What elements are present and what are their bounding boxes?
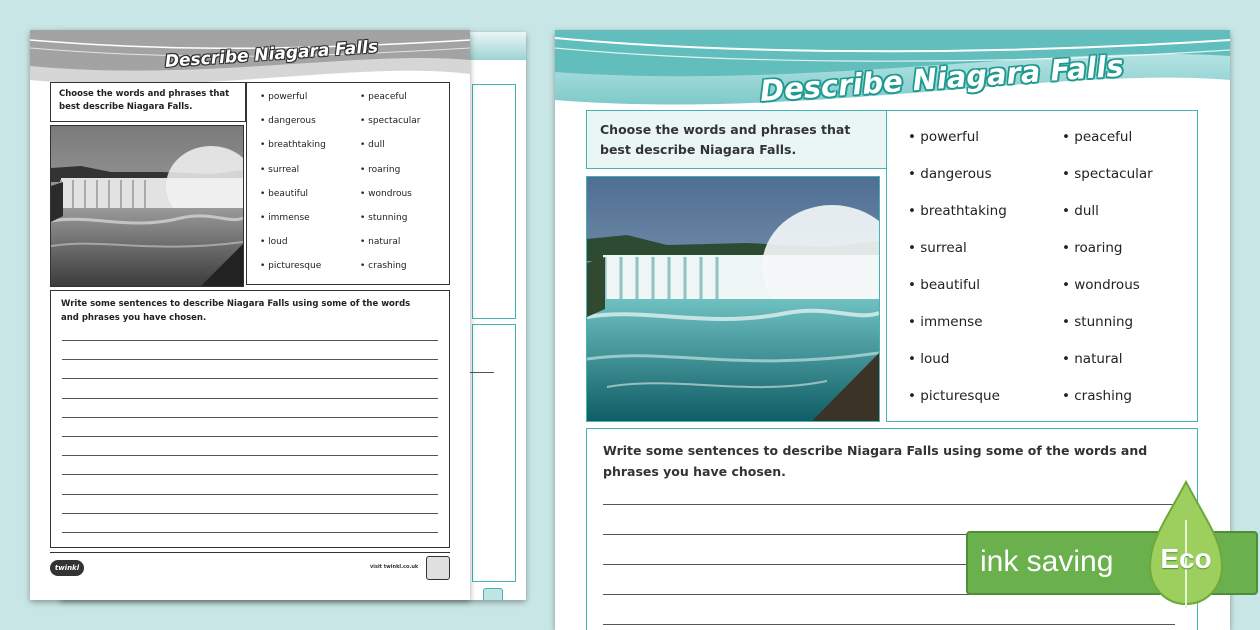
colour-write-box [586, 428, 1198, 630]
word-bank-item: • wondrous [1062, 277, 1140, 293]
word-bank-item: • wondrous [360, 188, 412, 199]
writing-line [603, 504, 1175, 505]
word-bank-item: • dull [1062, 203, 1099, 219]
greyscale-brand-text: twinkl [54, 564, 80, 572]
word-bank-item: • dull [360, 140, 385, 151]
word-bank-item: • natural [1062, 351, 1123, 367]
word-bank-item: • loud [260, 237, 288, 248]
word-bank-item: • powerful [260, 92, 308, 102]
word-bank-item: • breathtaking [260, 140, 326, 151]
back-sheet-logo [483, 588, 503, 600]
colour-waterfall-photo [586, 176, 880, 422]
word-bank-item: • beautiful [260, 188, 309, 199]
word-bank-item: • beautiful [908, 277, 981, 293]
writing-line [62, 378, 438, 379]
greyscale-footer-line [50, 552, 450, 553]
word-bank-item: • natural [360, 237, 401, 248]
word-bank-item: • immense [908, 314, 983, 330]
writing-line [62, 532, 438, 533]
back-sheet-line [470, 372, 494, 373]
greyscale-choose-box [50, 82, 246, 122]
colour-word-bank [886, 110, 1198, 422]
word-bank-item: • dangerous [260, 116, 316, 127]
writing-line [62, 398, 438, 399]
writing-line [62, 513, 438, 514]
back-sheet-box-1 [472, 84, 516, 319]
word-bank-item: • spectacular [360, 116, 421, 127]
word-bank-item: • stunning [1062, 314, 1134, 330]
word-bank-item: • dangerous [908, 166, 992, 182]
word-bank-item: • immense [260, 213, 310, 223]
word-bank-item: • peaceful [1062, 129, 1133, 145]
greyscale-twinkl-logo [50, 560, 84, 576]
word-bank-item: • crashing [360, 261, 407, 272]
word-bank-item: • loud [908, 351, 950, 367]
word-bank-item: • crashing [1062, 388, 1132, 404]
colour-write-prompt: Write some sentences to describe Niagara Falls using some of the words and phrases you have chosen. [603, 443, 1148, 479]
word-bank-item: • spectacular [1062, 166, 1153, 182]
colour-title: Describe Niagara Falls [758, 48, 1125, 108]
greyscale-choose-prompt: Choose the words and phrases that best describe Niagara Falls. [59, 89, 230, 112]
writing-line [62, 494, 438, 495]
greyscale-word-bank [246, 82, 450, 285]
word-bank-item: • powerful [908, 129, 980, 145]
word-bank-item: • peaceful [360, 92, 407, 102]
ink-saving-text: ink saving [980, 545, 1114, 578]
word-bank-item: • roaring [1062, 240, 1123, 256]
word-bank-item: • picturesque [908, 388, 1000, 404]
writing-line [62, 455, 438, 456]
greyscale-waterfall-photo [50, 125, 244, 287]
word-bank-item: • surreal [260, 164, 300, 175]
writing-line [62, 417, 438, 418]
word-bank-item: • picturesque [260, 261, 322, 272]
word-bank-item: • breathtaking [908, 203, 1007, 219]
back-sheet-box-2 [472, 324, 516, 582]
greyscale-website: visit twinkl.co.uk [370, 564, 419, 570]
greyscale-write-prompt: Write some sentences to describe Niagara Falls using some of the words and phrases you have chosen. [61, 299, 411, 323]
greyscale-worksheet [30, 30, 470, 600]
writing-line [603, 624, 1175, 625]
writing-line [62, 340, 438, 341]
word-bank-item: • surreal [908, 240, 967, 256]
word-bank-item: • stunning [360, 213, 408, 223]
colour-choose-box [586, 110, 887, 169]
eco-label: Eco [1160, 543, 1212, 574]
writing-line [62, 359, 438, 360]
word-bank-item: • roaring [360, 164, 401, 175]
greyscale-footer-badge [426, 556, 450, 580]
colour-choose-prompt: Choose the words and phrases that best describe Niagara Falls. [600, 122, 851, 157]
writing-line [62, 436, 438, 437]
greyscale-title: Describe Niagara Falls [164, 37, 379, 72]
greyscale-write-box [50, 290, 450, 548]
writing-line [62, 474, 438, 475]
